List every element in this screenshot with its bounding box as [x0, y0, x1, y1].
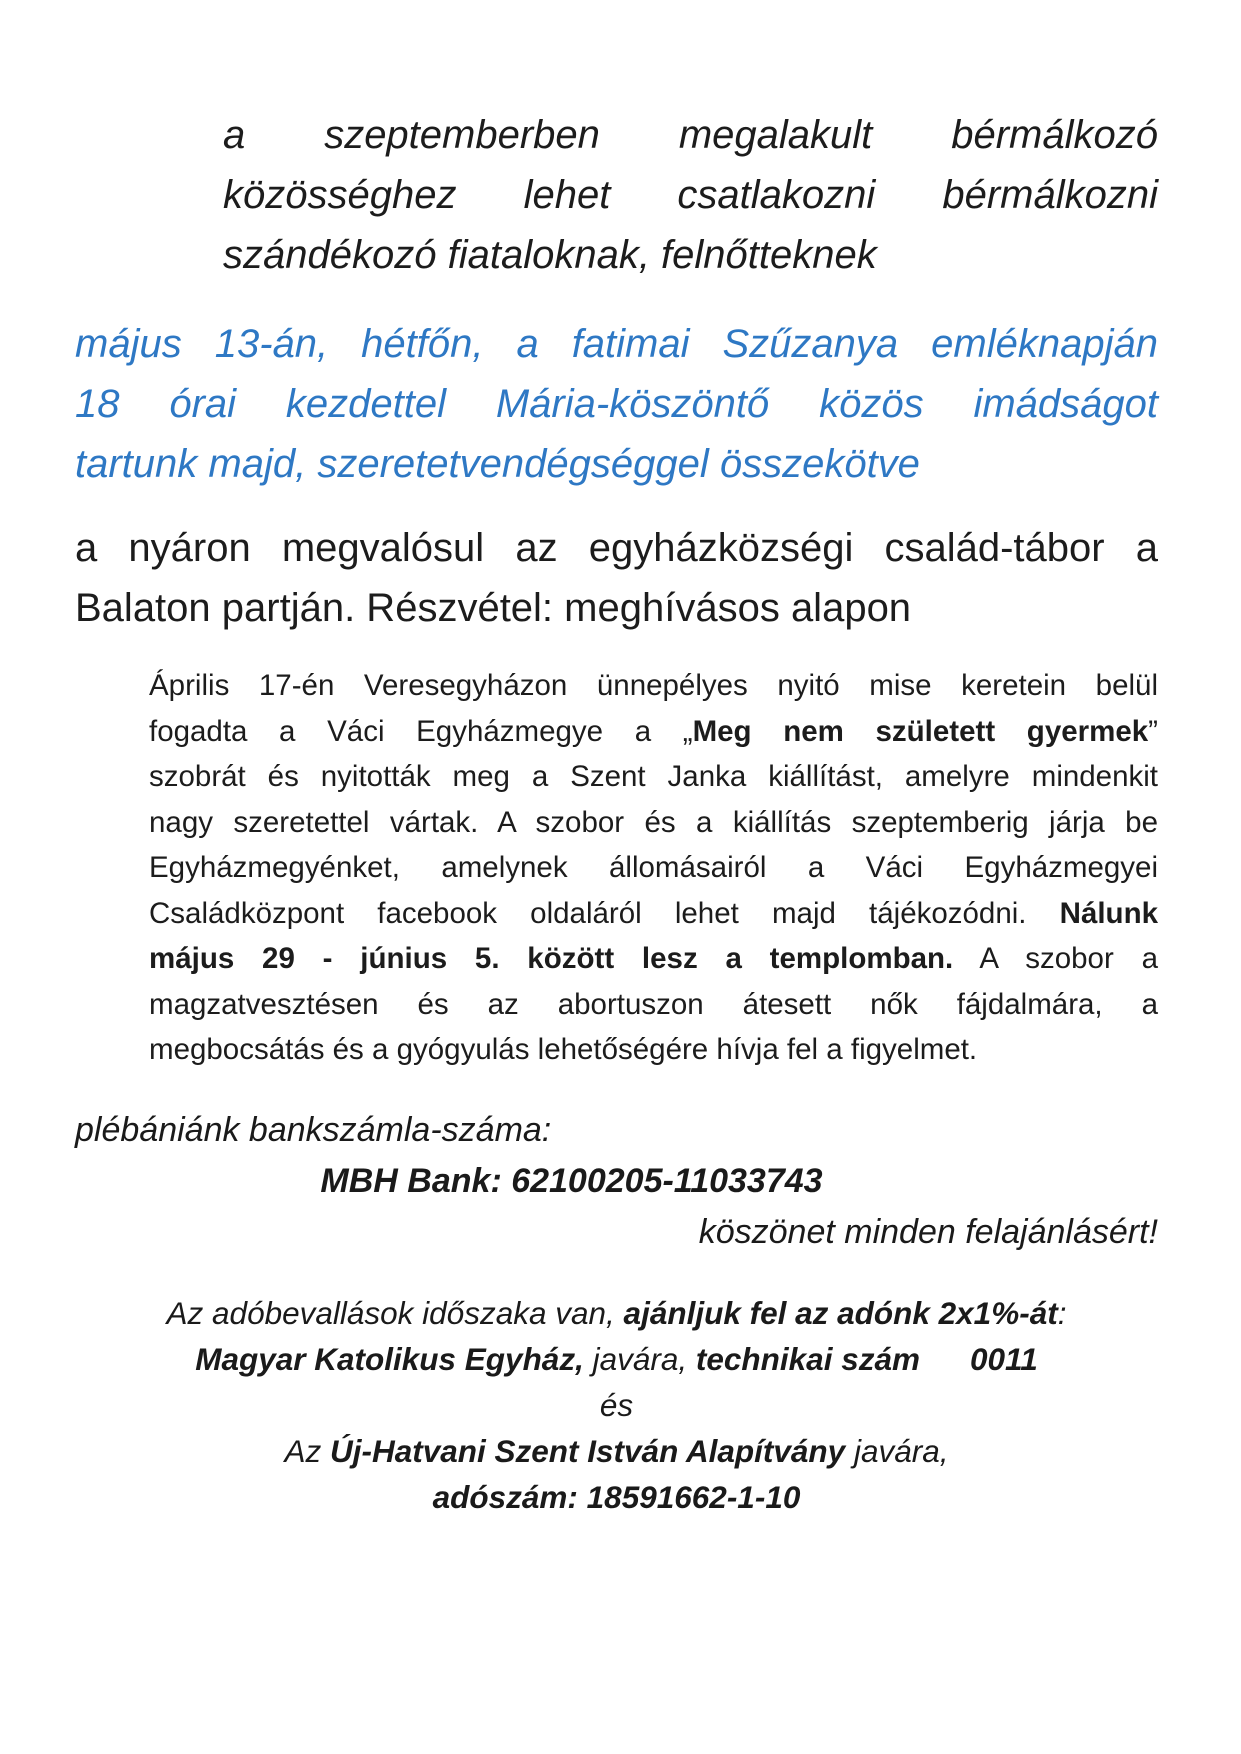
statue-exhibition-notice: [149, 663, 1158, 1073]
bank-account-section: [75, 1105, 1158, 1258]
statue-line-7: [149, 936, 1158, 982]
statue-line-2-quote: ”: [1148, 714, 1158, 748]
statue-line-3: szobrát és nyitották meg a Szent Janka kiállítást, amelyre mindenkit: [149, 760, 1158, 793]
confirmation-line-1: a szeptemberben megalakult bérmálkozó: [223, 113, 1158, 157]
may-prayer-line-2: 18 órai kezdettel Mária-köszöntő közös imádságot: [75, 382, 1158, 426]
bank-account-label: plébániánk bankszámla-száma:: [75, 1111, 552, 1149]
bank-account-number: MBH Bank: 62100205-11033743: [320, 1162, 823, 1200]
statue-dates: május 29 - június 5. között lesz a templomban.: [149, 942, 954, 975]
statue-line-8: magzatvesztésen és az abortuszon átesett nők fájdalmára, a: [149, 987, 1158, 1021]
summer-camp-line-2: Balaton partján. Részvétel: meghívásos alapon: [75, 586, 912, 630]
statue-line-4: nagy szeretettel vártak. A szobor és a kiállítás szeptemberig járja be: [149, 805, 1158, 839]
summer-camp-line-1: a nyáron megvalósul az egyházközségi család-tábor a: [75, 526, 1158, 570]
may-prayer-line-3: tartunk majd, szeretetvendégséggel összekötve: [75, 442, 920, 486]
tax-technical-label: technikai szám: [695, 1341, 921, 1377]
statue-line-7-text: A szobor a: [953, 942, 1158, 975]
may-prayer-line-1: május 13-án, hétfőn, a fatimai Szűzanya emléknapján: [75, 322, 1158, 366]
tax-line-4-start: Az: [284, 1433, 330, 1469]
tax-line-3: és: [599, 1387, 634, 1423]
tax-line-1: [75, 1290, 1158, 1336]
statue-line-6: [149, 891, 1158, 937]
statue-line-9: megbocsátás és a gyógyulás lehetőségére hívja fel a figyelmet.: [149, 1033, 978, 1066]
tax-donation-section: [75, 1290, 1158, 1520]
statue-title: Meg nem született gyermek: [692, 714, 1149, 748]
tax-offer: ajánljuk fel az adónk 2x1%-át: [623, 1295, 1058, 1331]
confirmation-line-3: szándékozó fiataloknak, felnőtteknek: [223, 233, 877, 277]
statue-line-5: Egyházmegyénket, amelynek állomásairól a Váci Egyházmegyei: [149, 851, 1158, 884]
foundation-name: Új-Hatvani Szent István Alapítvány: [329, 1433, 846, 1469]
confirmation-notice: [223, 105, 1158, 285]
statue-line-2-start: fogadta a Váci Egyházmegye a „: [149, 714, 693, 748]
statue-line-2: [149, 709, 1158, 755]
confirmation-line-2: közösséghez lehet csatlakozni bérmálkozni: [223, 173, 1158, 217]
tax-church-name: Magyar Katolikus Egyház,: [195, 1341, 584, 1377]
tax-technical-number: 0011: [970, 1341, 1038, 1377]
summer-camp-notice: [75, 518, 1158, 638]
tax-line-4-end: javára,: [845, 1433, 949, 1469]
tax-line-4: [75, 1428, 1158, 1474]
statue-line-6-text: Családközpont facebook oldaláról lehet majd tájékozódni.: [149, 896, 1060, 930]
statue-line-6-bold: Nálunk: [1059, 896, 1158, 930]
bank-thanks: köszönet minden felajánlásért!: [698, 1213, 1158, 1251]
tax-line-2-text: javára,: [583, 1341, 696, 1377]
tax-line-1-colon: :: [1057, 1295, 1067, 1331]
tax-line-2: [75, 1336, 1158, 1382]
statue-line-1: Április 17-én Veresegyházon ünnepélyes nyitó mise keretein belül: [149, 669, 1158, 702]
foundation-tax-number: adószám: 18591662-1-10: [432, 1479, 801, 1515]
tax-line-1-text: Az adóbevallások időszaka van,: [166, 1295, 624, 1331]
may-prayer-notice: [75, 314, 1158, 494]
